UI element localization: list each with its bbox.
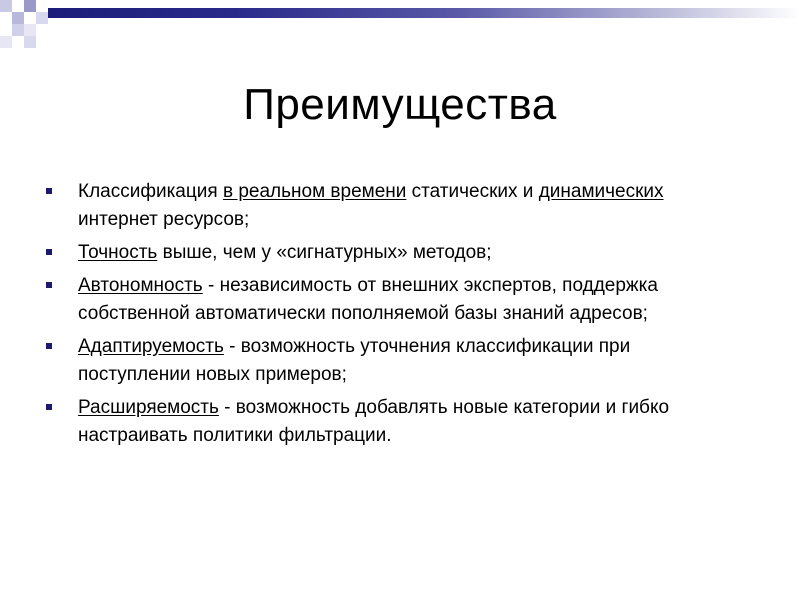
bullet-term: Точность [78,242,158,263]
corner-square-13 [24,36,36,48]
corner-square-4 [36,0,48,12]
bullet-text: интернет ресурсов; [78,209,250,230]
corner-square-9 [12,24,24,36]
bullet-text: статических и [406,181,539,202]
bullet-term: динамических [538,181,664,202]
bullet-item [0,272,800,328]
corner-square-6 [12,12,24,24]
corner-square-1 [0,0,12,12]
bullet-text: выше, чем у «сигнатурных» методов; [157,242,492,263]
corner-square-3 [24,0,36,12]
bullet-term: Расширяемость [78,397,219,418]
corner-square-10 [24,24,36,36]
bullet-term: в реальном времени [222,181,407,202]
bullet-term: Адаптируемость [78,336,224,357]
bullet-item [0,178,800,234]
square-bullet-icon [46,404,52,410]
bullet-list [0,178,800,455]
square-bullet-icon [46,282,52,288]
bullet-item [0,394,800,450]
header-gradient-bar [48,8,800,18]
bullet-text: - возможность добавлять новые категории и гибко настраивать политики фильтрации. [78,397,670,446]
square-bullet-icon [46,249,52,255]
bullet-text: Классификация [78,181,223,202]
square-bullet-icon [46,188,52,194]
bullet-text: - независимость от внешних экспертов, поддержка собственной автоматически пополняемой базы знаний адресов; [78,275,658,324]
bullet-item [0,239,800,267]
bullet-term: Автономность [78,275,203,296]
corner-square-12 [0,36,12,48]
corner-square-5 [0,12,12,24]
corner-square-8 [36,12,48,24]
corner-square-2 [12,0,24,12]
corner-square-11 [36,24,48,36]
slide-title: Преимущества [243,80,557,129]
bullet-text: - возможность уточнения классификации при поступлении новых примеров; [78,336,631,385]
square-bullet-icon [46,343,52,349]
bullet-item [0,333,800,389]
corner-square-7 [24,12,36,24]
